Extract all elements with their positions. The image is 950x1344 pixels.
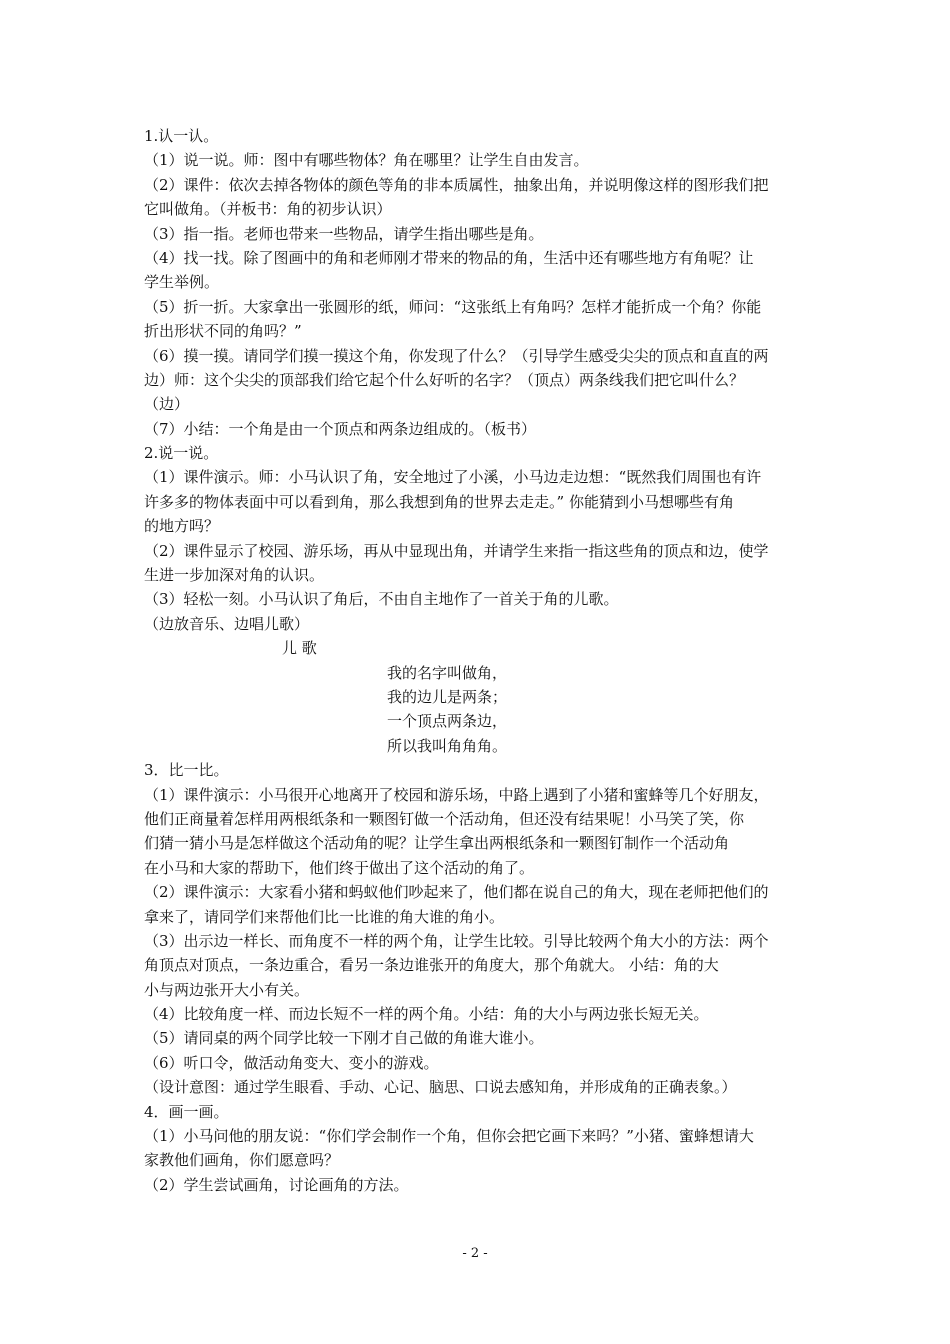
paragraph-line: （2）学生尝试画角，讨论画角的方法。 — [144, 1175, 409, 1194]
document-body — [144, 124, 812, 1197]
paragraph-line: 学生举例。 — [144, 273, 220, 292]
section-1-heading: 1.认一认。 — [144, 127, 219, 145]
song-line: 我的边儿是两条； — [387, 687, 508, 706]
paragraph-line: （边） — [144, 395, 190, 414]
paragraph-line: （4）找一找。除了图画中的角和老师刚才带来的物品的角，生活中还有哪些地方有角呢？让 — [144, 248, 754, 267]
paragraph-line: （2）课件演示：大家看小猪和蚂蚁他们吵起来了，他们都在说自己的角大，现在老师把他们的 — [144, 883, 769, 902]
paragraph-line: 小与两边张开大小有关。 — [144, 980, 310, 999]
paragraph-line: （5）请同桌的两个同学比较一下刚才自己做的角谁大谁小。 — [144, 1029, 544, 1048]
page-number: - 2 - — [462, 1246, 488, 1261]
paragraph-line: 它叫做角。（并板书：角的初步认识） — [144, 200, 392, 219]
paragraph-line: （2）课件显示了校园、游乐场，再从中显现出角，并请学生来指一指这些角的顶点和边，使学 — [144, 541, 769, 560]
paragraph-line: 生进一步加深对角的认识。 — [144, 566, 325, 585]
paragraph-line: （7）小结：一个角是由一个顶点和两条边组成的。（板书） — [144, 419, 537, 438]
paragraph-line: （2）课件：依次去掉各物体的颜色等角的非本质属性，抽象出角，并说明像这样的图形我们把 — [144, 175, 769, 194]
paragraph-line: 家教他们画角，你们愿意吗？ — [144, 1151, 340, 1170]
paragraph-line: 拿来了，请同学们来帮他们比一比谁的角大谁的角小。 — [144, 907, 505, 926]
song-line: 我的名字叫做角， — [387, 663, 508, 682]
section-4-heading: 4．画一画。 — [144, 1102, 229, 1121]
section-2-heading: 2.说一说。 — [144, 444, 219, 463]
design-intent-note: （设计意图：通过学生眼看、手动、心记、脑思、口说去感知角，并形成角的正确表象。） — [144, 1078, 737, 1097]
paragraph-line: （1）课件演示：小马很开心地离开了校园和游乐场，中路上遇到了小猪和蜜蜂等几个好朋友， — [144, 785, 769, 804]
song-line: 所以我叫角角角。 — [387, 736, 508, 755]
paragraph-line: 们猜一猜小马是怎样做这个活动角的呢？让学生拿出两根纸条和一颗图钉制作一个活动角 — [144, 834, 730, 853]
section-3-heading: 3．比一比。 — [144, 761, 229, 780]
song-title: 儿 歌 — [282, 639, 317, 658]
paragraph-line: （1）小马问他的朋友说：“你们学会制作一个角，但你会把它画下来吗？”小猪、蜜蜂想请大 — [144, 1127, 754, 1146]
paragraph-line: 边）师：这个尖尖的顶部我们给它起个什么好听的名字？（顶点）两条线我们把它叫什么？ — [144, 370, 745, 389]
paragraph-line: （4）比较角度一样、而边长短不一样的两个角。小结：角的大小与两边张长短无关。 — [144, 1005, 709, 1024]
paragraph-line: （3）出示边一样长、而角度不一样的两个角，让学生比较。引导比较两个角大小的方法：两个 — [144, 931, 769, 950]
song-line: 一个顶点两条边， — [387, 712, 508, 731]
paragraph-line: （1）课件演示。师：小马认识了角，安全地过了小溪，小马边走边想：“既然我们周围也有许 — [144, 468, 762, 487]
paragraph-line: 的地方吗？ — [144, 517, 220, 536]
paragraph-line: （5）折一折。大家拿出一张圆形的纸，师问：“这张纸上有角吗？怎样才能折成一个角？你能 — [144, 297, 762, 316]
paragraph-line: （6）摸一摸。请同学们摸一摸这个角，你发现了什么？（引导学生感受尖尖的顶点和直直的两 — [144, 346, 769, 365]
paragraph-line: 他们正商量着怎样用两根纸条和一颗图钉做一个活动角，但还没有结果呢！小马笑了笑，你 — [144, 809, 745, 828]
paragraph-line: 角顶点对顶点，一条边重合，看另一条边谁张开的角度大，那个角就大。 小结：角的大 — [144, 956, 719, 975]
paragraph-line: （3）轻松一刻。小马认识了角后，不由自主地作了一首关于角的儿歌。 — [144, 590, 619, 609]
paragraph-line: 折出形状不同的角吗？” — [144, 322, 302, 341]
paragraph-line: 许多多的物体表面中可以看到角，那么我想到角的世界去走走。” 你能猜到小马想哪些有角 — [144, 492, 734, 511]
paragraph-line: （6）听口令，做活动角变大、变小的游戏。 — [144, 1053, 439, 1072]
paragraph-line: 在小马和大家的帮助下，他们终于做出了这个活动的角了。 — [144, 858, 535, 877]
paragraph-line: （3）指一指。老师也带来一些物品，请学生指出哪些是角。 — [144, 224, 544, 243]
paragraph-line: （边放音乐、边唱儿歌） — [144, 614, 310, 633]
paragraph-line: （1）说一说。师：图中有哪些物体？角在哪里？让学生自由发言。 — [144, 151, 589, 170]
